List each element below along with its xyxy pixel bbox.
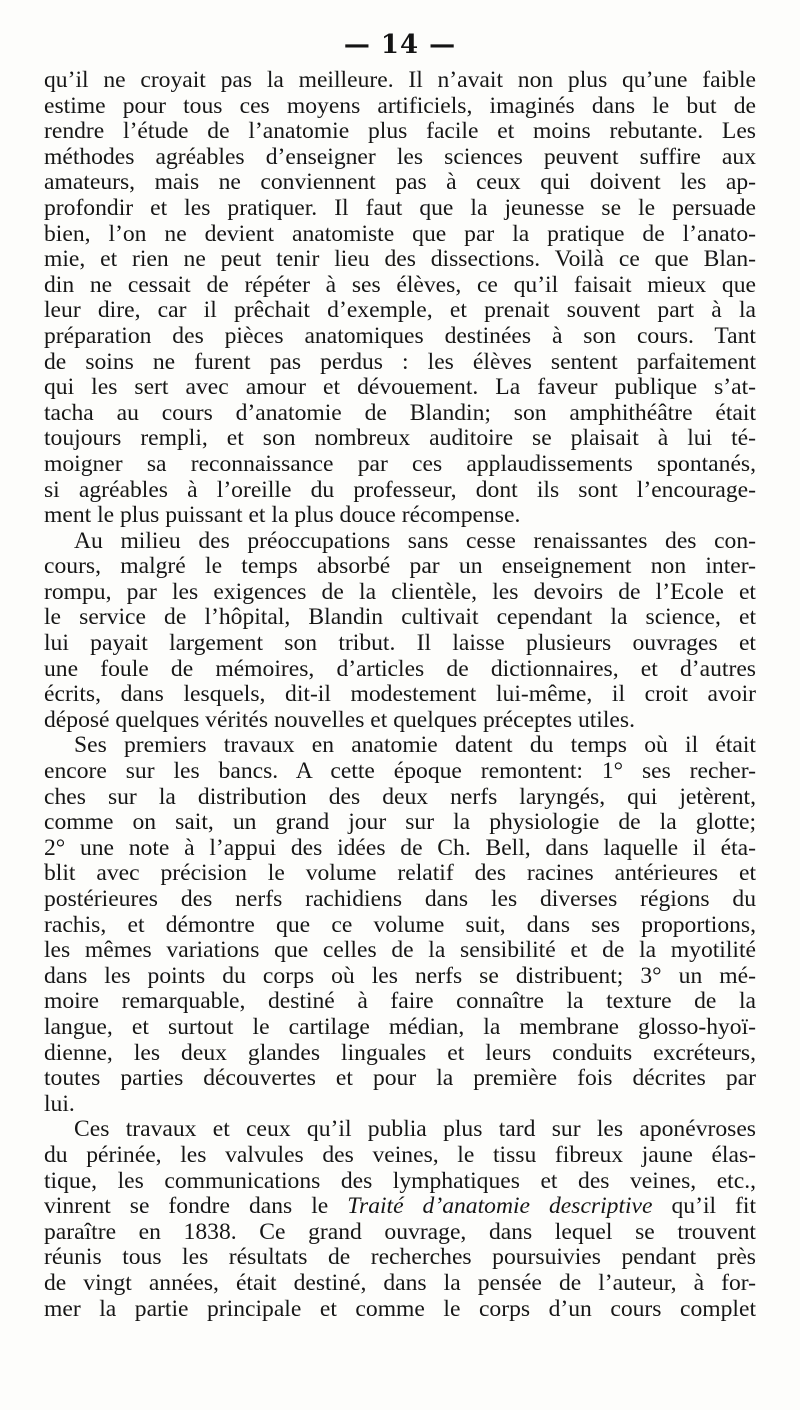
text-fragment: vinrent se fondre dans le	[44, 1193, 348, 1220]
text-line: amateurs, mais ne conviennent pas à ceux qui doivent les ap-	[44, 169, 756, 196]
text-line: les mêmes variations que celles de la sensibilité et de la myotilité	[44, 937, 756, 964]
text-line: Ces travaux et ceux qu’il publia plus tard sur les aponévroses	[74, 1116, 756, 1143]
text-line: estime pour tous ces moyens artificiels, imaginés dans le but de	[44, 92, 756, 119]
text-line: moigner sa reconnaissance par ces applaudissements spontanés,	[44, 450, 756, 477]
text-line: rendre l’étude de l’anatomie plus facile et moins rebutante. Les	[44, 118, 756, 145]
text-line: tacha au cours d’anatomie de Blandin; son amphithéâtre était	[44, 399, 756, 426]
text-line: qui les sert avec amour et dévouement. La faveur publique s’at-	[44, 374, 756, 401]
text-line: din ne cessait de répéter à ses élèves, ce qu’il faisait mieux que	[44, 271, 756, 298]
text-line: tique, les communications des lymphatiques et des veines, etc.,	[44, 1167, 756, 1194]
text-line: cours, malgré le temps absorbé par un enseignement non inter-	[44, 553, 756, 580]
text-line: qu’il ne croyait pas la meilleure. Il n’avait non plus qu’une faible	[44, 67, 756, 93]
text-line: le service de l’hôpital, Blandin cultivait cependant la science, et	[44, 604, 756, 631]
text-line: dans les points du corps où les nerfs se distribuent; 3° un mé-	[44, 962, 756, 989]
text-fragment: qu’il fit	[671, 1193, 757, 1220]
text-line: blit avec précision le volume relatif des racines antérieures et	[44, 860, 756, 887]
text-line: du périnée, les valvules des veines, le tissu fibreux jaune élas-	[44, 1141, 756, 1168]
text-line: 2° une note à l’appui des idées de Ch. Bell, dans laquelle il éta-	[44, 834, 756, 861]
text-line: bien, l’on ne devient anatomiste que par la pratique de l’anato-	[44, 220, 756, 247]
text-line: toutes parties découvertes et pour la première fois décrites par	[44, 1065, 756, 1092]
text-line: rompu, par les exigences de la clientèle, les devoirs de l’Ecole et	[44, 578, 756, 605]
text-line: préparation des pièces anatomiques destinées à son cours. Tant	[44, 322, 756, 349]
body-text	[44, 68, 756, 1322]
text-line: de vingt années, était destiné, dans la pensée de l’auteur, à for-	[44, 1269, 756, 1296]
text-line: Au milieu des préoccupations sans cesse renaissantes des con-	[74, 527, 756, 554]
text-line: leur dire, car il prêchait d’exemple, et prenait souvent part à la	[44, 297, 756, 324]
text-line: dienne, les deux glandes linguales et leurs conduits excréteurs,	[44, 1039, 756, 1066]
page-number: — 14 —	[343, 30, 457, 60]
text-line: de soins ne furent pas perdus : les élèves sentent parfaitement	[44, 348, 756, 375]
text-line-with-title	[44, 1194, 756, 1220]
text-line: postérieures des nerfs rachidiens dans les diverses régions du	[44, 886, 756, 912]
text-line: réunis tous les résultats de recherches poursuivies pendant près	[44, 1244, 756, 1271]
text-line: lui payait largement son tribut. Il laisse plusieurs ouvrages et	[44, 630, 756, 657]
text-line: méthodes agréables d’enseigner les sciences peuvent suffire aux	[44, 143, 756, 170]
text-line: Ses premiers travaux en anatomie datent du temps où il était	[74, 732, 756, 759]
text-line: rachis, et démontre que ce volume suit, dans ses proportions,	[44, 911, 756, 938]
text-line: langue, et surtout le cartilage médian, la membrane glosso-hyoï-	[44, 1013, 756, 1040]
text-line: si agréables à l’oreille du professeur, dont ils sont l’encourage-	[44, 476, 756, 503]
text-line: déposé quelques vérités nouvelles et quelques préceptes utiles.	[44, 706, 635, 733]
text-line: mie, et rien ne peut tenir lieu des dissections. Voilà ce que Blan-	[44, 246, 756, 273]
text-line: profondir et les pratiquer. Il faut que la jeunesse se le persuade	[44, 194, 756, 221]
text-line: comme on sait, un grand jour sur la physiologie de la glotte;	[44, 809, 756, 836]
text-line: mer la partie principale et comme le corps d’un cours complet	[44, 1295, 756, 1322]
text-line: lui.	[44, 1090, 75, 1117]
text-line: paraître en 1838. Ce grand ouvrage, dans lequel se trouvent	[44, 1218, 756, 1245]
text-line: encore sur les bancs. A cette époque remontent: 1° ses recher-	[44, 758, 756, 785]
text-line: ches sur la distribution des deux nerfs laryngés, qui jetèrent,	[44, 783, 756, 810]
text-line: écrits, dans lesquels, dit-il modestement lui-même, il croit avoir	[44, 681, 756, 708]
book-title: Traité d’anatomie descriptive	[347, 1193, 653, 1220]
text-line: moire remarquable, destiné à faire connaître la texture de la	[44, 988, 756, 1015]
text-line: ment le plus puissant et la plus douce récompense.	[44, 502, 521, 529]
text-line: une foule de mémoires, d’articles de dictionnaires, et d’autres	[44, 655, 756, 682]
text-line: toujours rempli, et son nombreux auditoire se plaisait à lui té-	[44, 425, 756, 452]
